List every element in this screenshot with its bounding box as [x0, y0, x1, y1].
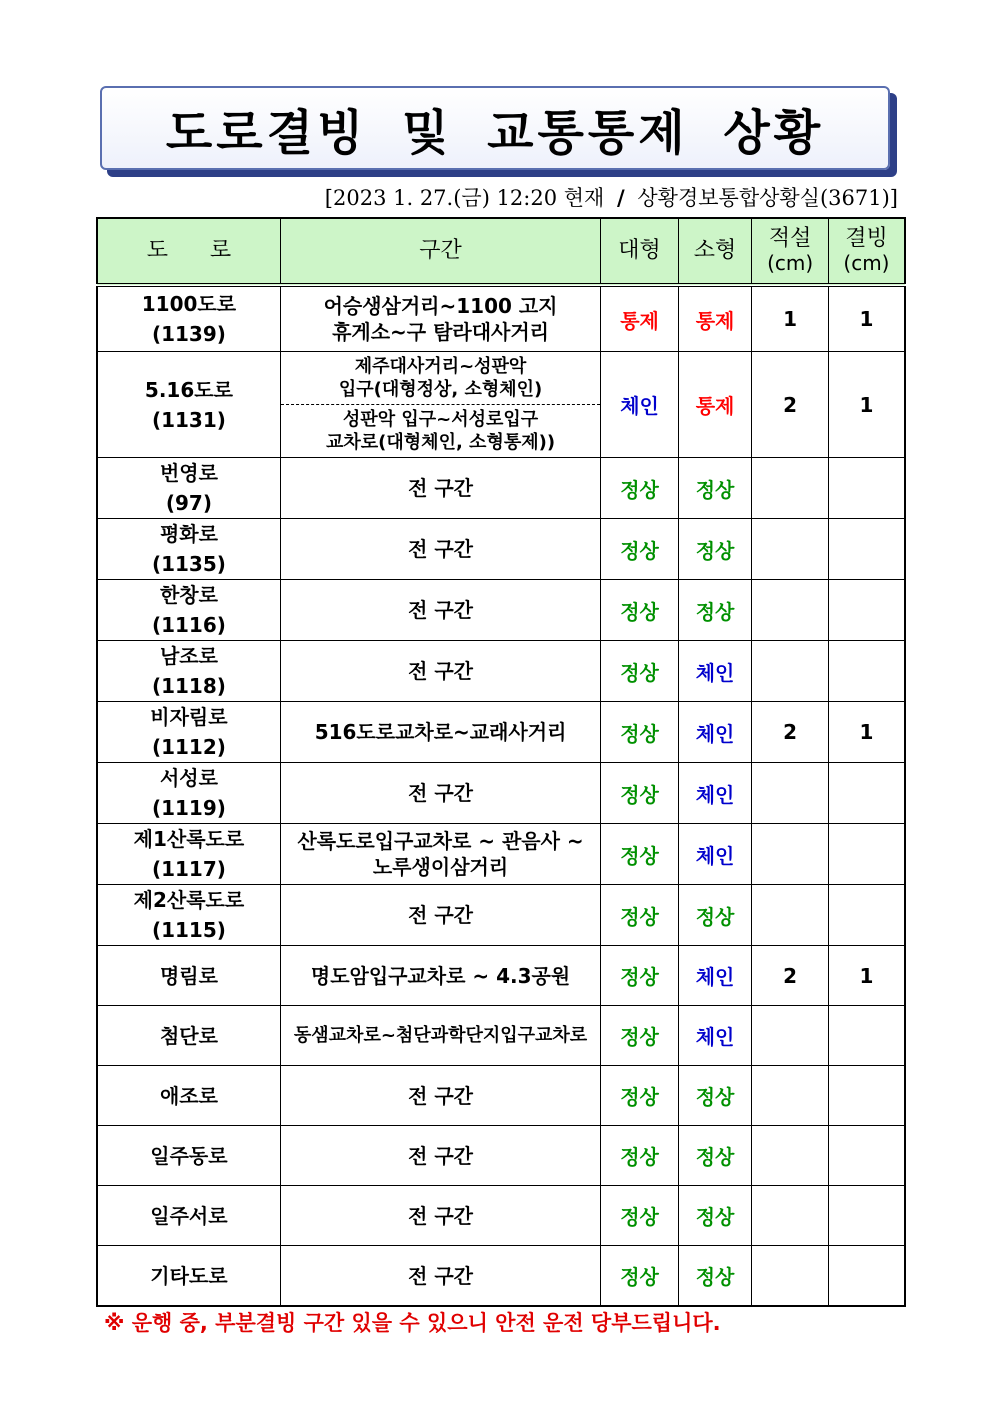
ice-value: [828, 1006, 905, 1066]
table-row: [97, 763, 905, 824]
snowfall-value: [752, 824, 829, 885]
snowfall-value: 2: [752, 702, 829, 763]
snowfall-value: 2: [752, 946, 829, 1006]
large-vehicle-status: 정상: [601, 1246, 679, 1307]
road-section: 전 구간: [280, 519, 600, 580]
road-section: 전 구간: [280, 1186, 600, 1246]
small-vehicle-status: 정상: [678, 519, 752, 580]
report-timestamp: [325, 182, 898, 212]
road-name: 명림로: [97, 946, 280, 1006]
header-large-vehicle: 대형: [601, 218, 679, 285]
snowfall-value: [752, 458, 829, 519]
table-row: [97, 1006, 905, 1066]
road-section-part: 성판악 입구~서성로입구 교차로(대형체인, 소형통제)): [281, 404, 600, 457]
small-vehicle-status: 정상: [678, 458, 752, 519]
small-vehicle-status: 체인: [678, 1006, 752, 1066]
road-section: 전 구간: [280, 763, 600, 824]
small-vehicle-status: 정상: [678, 1066, 752, 1126]
road-section: 명도암입구교차로 ~ 4.3공원: [280, 946, 600, 1006]
small-vehicle-status: 체인: [678, 946, 752, 1006]
road-section: 전 구간: [280, 1066, 600, 1126]
table-row: [97, 885, 905, 946]
small-vehicle-status: 정상: [678, 1126, 752, 1186]
snowfall-value: 1: [752, 285, 829, 352]
snowfall-value: 2: [752, 352, 829, 458]
header-ice: 결빙 (cm): [828, 218, 905, 285]
table-row: [97, 458, 905, 519]
large-vehicle-status: 정상: [601, 1126, 679, 1186]
table-row: [97, 1186, 905, 1246]
ice-value: [828, 580, 905, 641]
subtitle-separator: /: [617, 186, 625, 210]
table-row: [97, 580, 905, 641]
small-vehicle-status: 체인: [678, 763, 752, 824]
small-vehicle-status: 통제: [678, 285, 752, 352]
road-name: 일주서로: [97, 1186, 280, 1246]
road-name: 비자림로 (1112): [97, 702, 280, 763]
small-vehicle-status: 정상: [678, 580, 752, 641]
ice-value: 1: [828, 702, 905, 763]
ice-value: [828, 885, 905, 946]
large-vehicle-status: 정상: [601, 702, 679, 763]
snowfall-value: [752, 1246, 829, 1307]
page-title: 도로결빙 및 교통통제 상황: [165, 104, 825, 161]
table-row: [97, 1126, 905, 1186]
large-vehicle-status: 정상: [601, 1006, 679, 1066]
snowfall-value: [752, 519, 829, 580]
road-name: 한창로 (1116): [97, 580, 280, 641]
table-row: [97, 702, 905, 763]
large-vehicle-status: 정상: [601, 946, 679, 1006]
large-vehicle-status: 정상: [601, 641, 679, 702]
ice-value: 1: [828, 946, 905, 1006]
header-snowfall: 적설 (cm): [752, 218, 829, 285]
large-vehicle-status: 체인: [601, 352, 679, 458]
small-vehicle-status: 체인: [678, 641, 752, 702]
header-small-vehicle: 소형: [678, 218, 752, 285]
road-section: 전 구간: [280, 458, 600, 519]
small-vehicle-status: 체인: [678, 824, 752, 885]
snowfall-value: [752, 1066, 829, 1126]
road-section: 516도로교차로~교래사거리: [280, 702, 600, 763]
large-vehicle-status: 정상: [601, 885, 679, 946]
large-vehicle-status: 정상: [601, 458, 679, 519]
ice-value: [828, 641, 905, 702]
table-row: [97, 1246, 905, 1307]
road-name: 1100도로 (1139): [97, 285, 280, 352]
road-name: 번영로 (97): [97, 458, 280, 519]
road-name: 남조로 (1118): [97, 641, 280, 702]
report-office: 상황경보통합상황실(3671)]: [637, 186, 898, 210]
road-name: 제1산록도로 (1117): [97, 824, 280, 885]
road-section: 전 구간: [280, 885, 600, 946]
ice-value: 1: [828, 285, 905, 352]
road-section: 동샘교차로~첨단과학단지입구교차로: [280, 1006, 600, 1066]
road-name: 애조로: [97, 1066, 280, 1126]
road-section: [280, 352, 600, 458]
ice-value: [828, 763, 905, 824]
large-vehicle-status: 정상: [601, 824, 679, 885]
table-row: [97, 352, 905, 458]
road-name: 제2산록도로 (1115): [97, 885, 280, 946]
small-vehicle-status: 정상: [678, 1186, 752, 1246]
small-vehicle-status: 정상: [678, 1246, 752, 1307]
snowfall-value: [752, 1006, 829, 1066]
large-vehicle-status: 정상: [601, 580, 679, 641]
ice-value: [828, 1246, 905, 1307]
large-vehicle-status: 통제: [601, 285, 679, 352]
large-vehicle-status: 정상: [601, 1186, 679, 1246]
large-vehicle-status: 정상: [601, 519, 679, 580]
ice-value: [828, 1186, 905, 1246]
table-row: [97, 519, 905, 580]
road-status-table: [96, 217, 906, 1307]
large-vehicle-status: 정상: [601, 763, 679, 824]
ice-value: [828, 1126, 905, 1186]
header-road: 도 로: [97, 218, 280, 285]
road-section: 전 구간: [280, 1126, 600, 1186]
road-name: 서성로 (1119): [97, 763, 280, 824]
snowfall-value: [752, 1186, 829, 1246]
table-row: [97, 1066, 905, 1126]
small-vehicle-status: 정상: [678, 885, 752, 946]
large-vehicle-status: 정상: [601, 1066, 679, 1126]
safety-notice: ※ 운행 중, 부분결빙 구간 있을 수 있으니 안전 운전 당부드립니다.: [104, 1311, 721, 1335]
snowfall-value: [752, 1126, 829, 1186]
road-section-part: 제주대사거리~성판악 입구(대형정상, 소형체인): [338, 356, 543, 400]
table-row: [97, 285, 905, 352]
report-date: [2023 1. 27.(금) 12:20 현재: [324, 186, 605, 210]
road-section: 전 구간: [280, 580, 600, 641]
ice-value: [828, 519, 905, 580]
table-row: [97, 641, 905, 702]
ice-value: [828, 458, 905, 519]
road-name: 기타도로: [97, 1246, 280, 1307]
road-name: 평화로 (1135): [97, 519, 280, 580]
table-row: [97, 824, 905, 885]
header-section: 구간: [280, 218, 600, 285]
ice-value: 1: [828, 352, 905, 458]
snowfall-value: [752, 885, 829, 946]
road-section: 전 구간: [280, 641, 600, 702]
road-name: 5.16도로 (1131): [97, 352, 280, 458]
snowfall-value: [752, 641, 829, 702]
road-name: 첨단로: [97, 1006, 280, 1066]
small-vehicle-status: 체인: [678, 702, 752, 763]
title-box: [100, 86, 890, 170]
table-header-row: [97, 218, 905, 285]
small-vehicle-status: 통제: [678, 352, 752, 458]
table-row: [97, 946, 905, 1006]
snowfall-value: [752, 763, 829, 824]
road-name: 일주동로: [97, 1126, 280, 1186]
snowfall-value: [752, 580, 829, 641]
road-section: 산록도로입구교차로 ~ 관음사 ~ 노루생이삼거리: [280, 824, 600, 885]
road-section: 전 구간: [280, 1246, 600, 1307]
road-section: 어승생삼거리~1100 고지 휴게소~구 탐라대사거리: [280, 285, 600, 352]
ice-value: [828, 824, 905, 885]
ice-value: [828, 1066, 905, 1126]
